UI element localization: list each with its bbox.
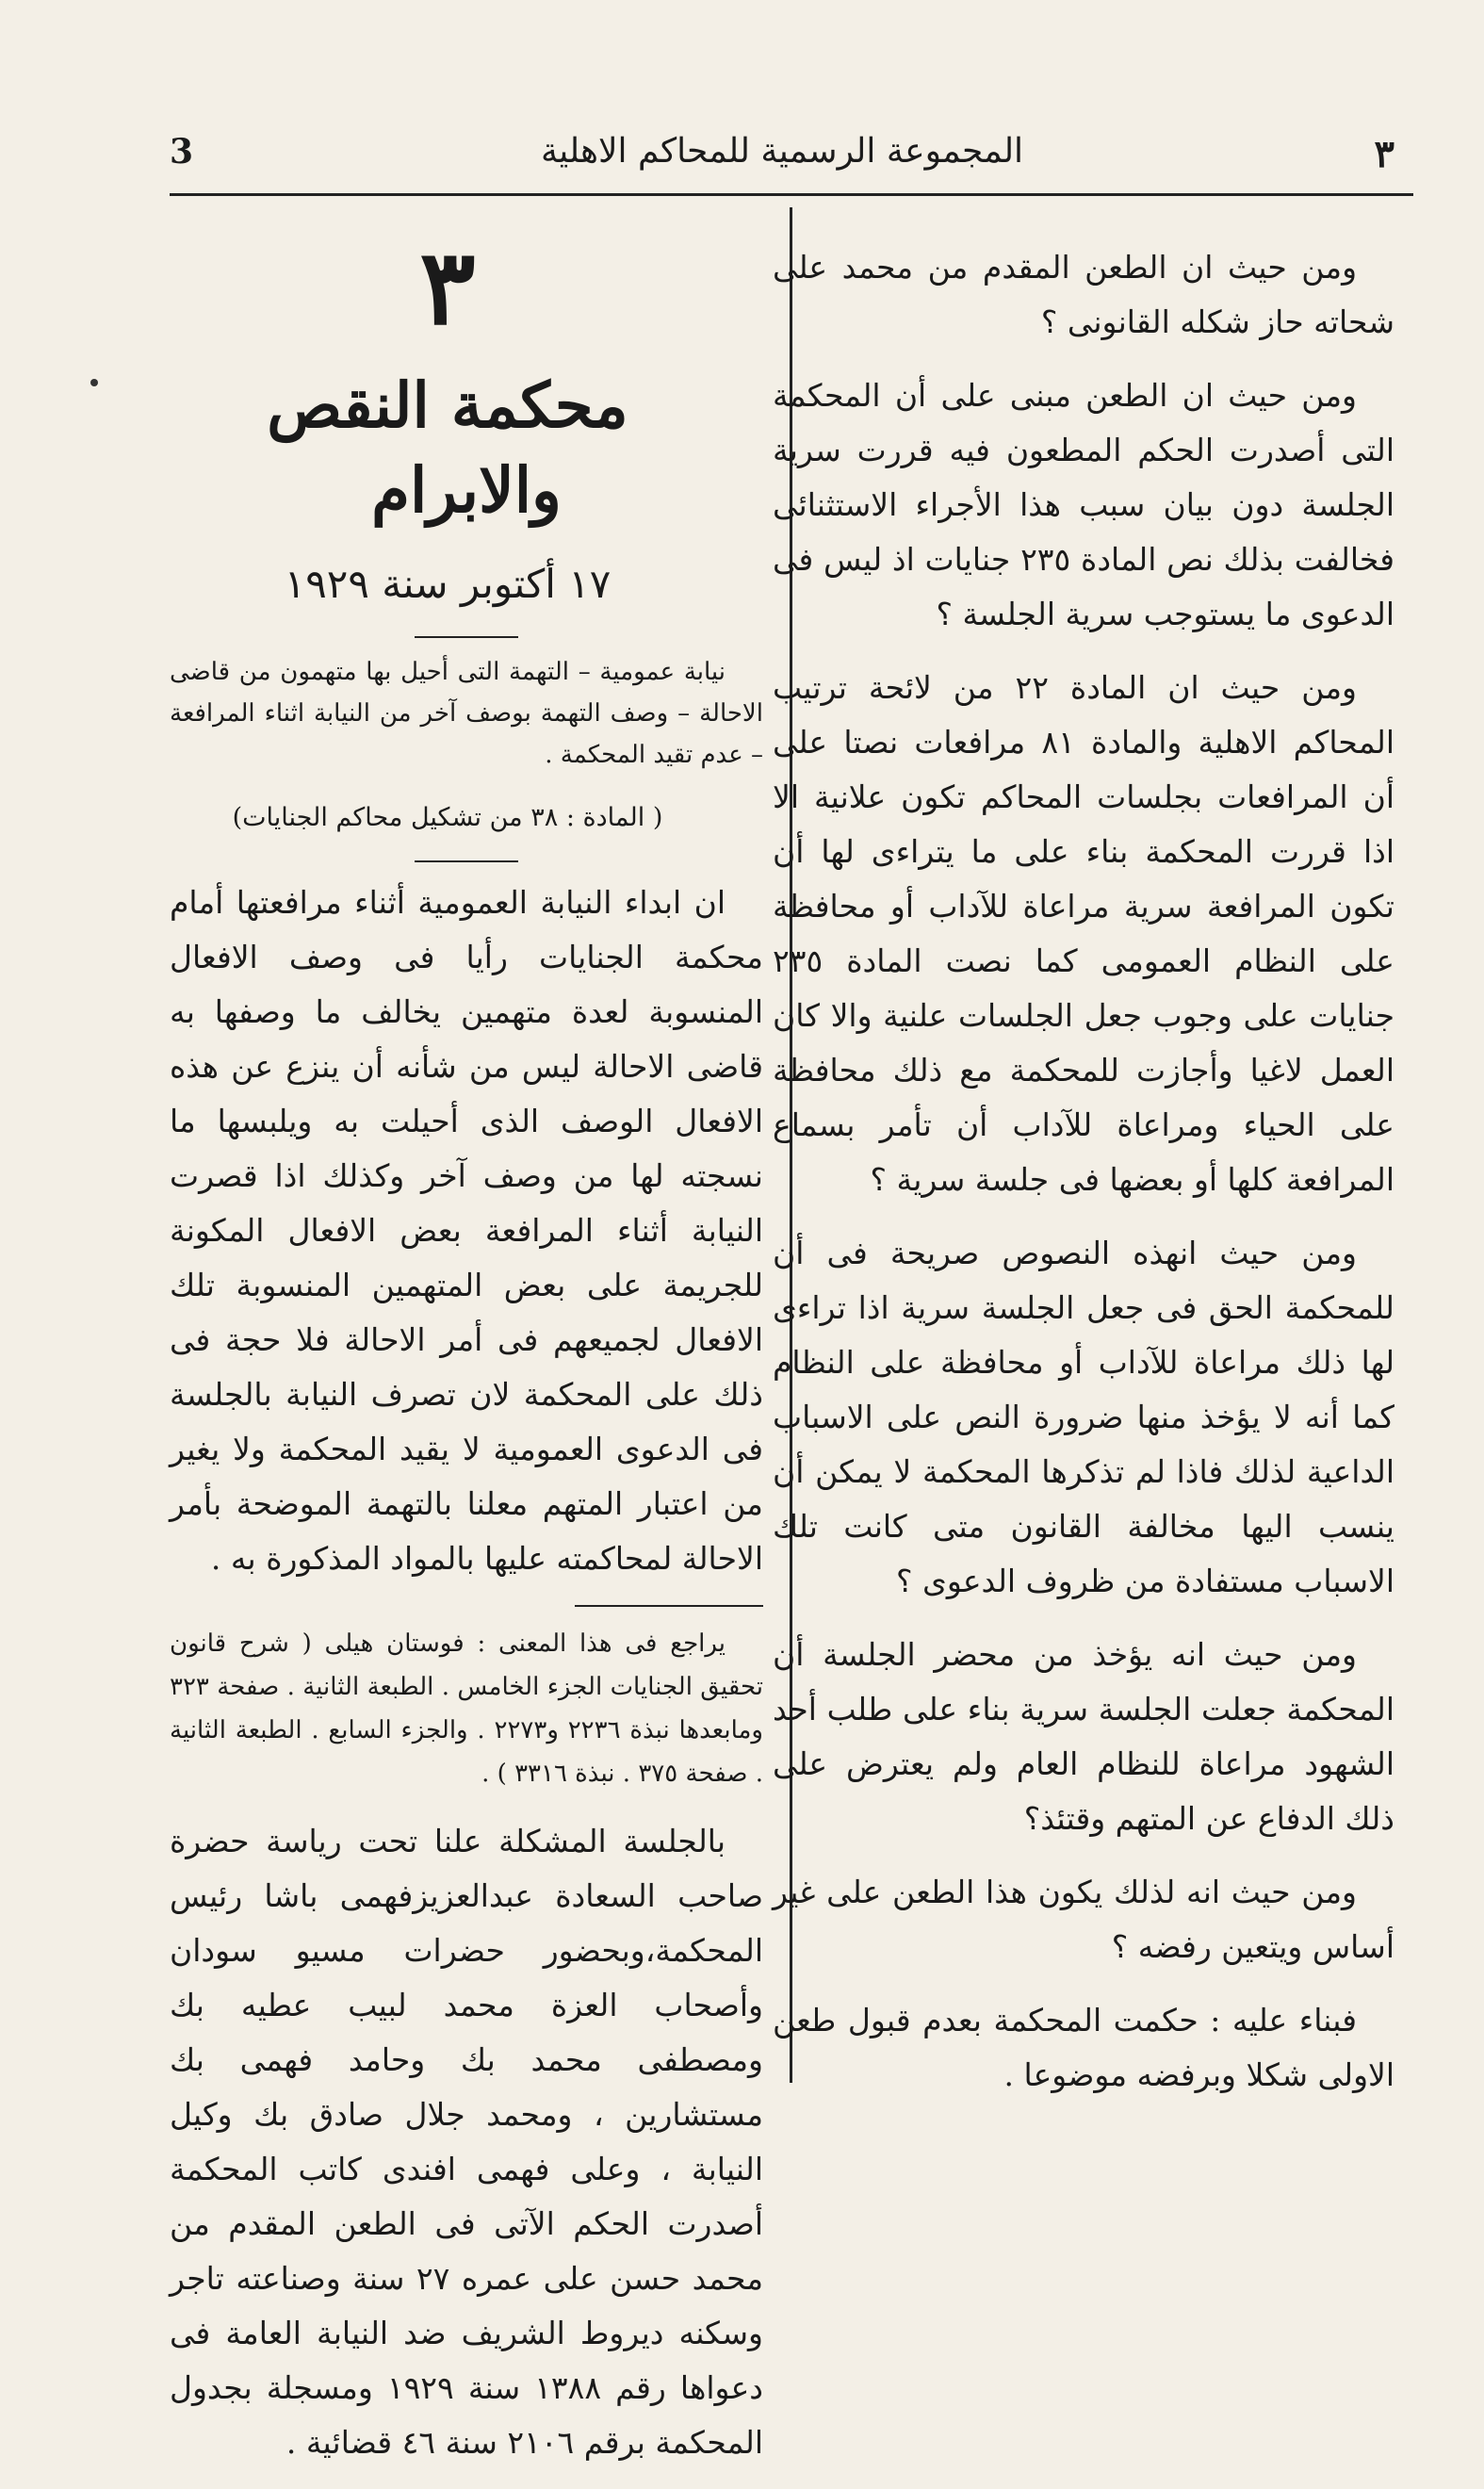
- left-column: [170, 226, 763, 2489]
- header-rule: [170, 193, 1413, 196]
- footnote-rule: [575, 1605, 763, 1607]
- case-summary: نيابة عمومية – التهمة التى أحيل بها متهمون من قاضى الاحالة – وصف التهمة بوصف آخر من النيابة اثناء المرافعة – عدم تقيد المحكمة .: [170, 658, 763, 769]
- paragraph: ومن حيث انهذه النصوص صريحة فى أن للمحكمة الحق فى جعل الجلسة سرية اذا تراءى لها ذلك مراعاة للآداب أو محافظة على النظام كما أنه لا يؤخذ منها ضرورة النص على الاسباب الداعية لذلك فاذا لم تذكرها المحكمة لا يمكن أن ينسب اليها مخالفة القانون متى كانت تلك الاسباب مستفادة من ظروف الدعوى ؟: [773, 1235, 1394, 1599]
- case-number: ٣: [419, 226, 476, 348]
- paragraph: ومن حيث انه لذلك يكون هذا الطعن على غير أساس ويتعين رفضه ؟: [773, 1874, 1394, 1965]
- page-number-arabic: ٣: [1374, 132, 1394, 176]
- journal-title: المجموعة الرسمية للمحاكم الاهلية: [540, 132, 1024, 171]
- divider: [415, 636, 518, 638]
- session-paragraph: بالجلسة المشكلة علنا تحت رياسة حضرة صاحب السعادة عبدالعزيزفهمى باشا رئيس المحكمة،وبحضور حضرات مسيو سودان وأصحاب العزة محمد لبيب عطيه بك ومصطفى محمد بك وحامد فهمى بك مستشارين ، ومحمد جلال صادق بك وكيل النيابة ، وعلى فهمى افندى كاتب المحكمة أصدرت الحكم الآتى فى الطعن المقدم من محمد حسن على عمره ٢٧ سنة وصناعته تاجر وسكنه ديروط الشريف ضد النيابة العامة فى دعواها رقم ١٣٨٨ سنة ١٩٢٩ ومسجلة بجدول المحكمة برقم ٢١٠٦ سنة ٤٦ قضائية .: [170, 1823, 763, 2461]
- paragraph: ومن حيث انه يؤخذ من محضر الجلسة أن المحكمة جعلت الجلسة سرية بناء على طلب أحد الشهود مراعاة للنظام العام ولم يعترض على ذلك الدفاع عن المتهم وقتئذ؟: [773, 1636, 1394, 1837]
- paragraph: ومن حيث ان الطعن مبنى على أن المحكمة التى أصدرت الحكم المطعون فيه قررت سرية الجلسة دون بيان سبب هذا الأجراء الاستثنائى فخالفت بذلك نص المادة ٢٣٥ جنايات اذ ليس فى الدعوى ما يستوجب سرية الجلسة ؟: [773, 377, 1394, 632]
- margin-dot: [90, 379, 98, 386]
- page-header: [170, 132, 1394, 198]
- legal-principle: ان ابداء النيابة العمومية أثناء مرافعتها أمام محكمة الجنايات رأيا فى وصف الافعال المنسوبة لعدة متهمين يخالف ما وصفها به قاضى الاحالة ليس من شأنه أن ينزع عن هذه الافعال الوصف الذى أحيلت به ويلبسها ما نسجته لها من وصف آخر وكذلك اذا قصرت النيابة أثناء المرافعة بعض الافعال المكونة للجريمة على بعض المتهمين المنسوبة تلك الافعال لجميعهم فى أمر الاحالة فلا حجة فى ذلك على المحكمة لان تصرف النيابة بالجلسة فى الدعوى العمومية لا يقيد المحكمة ولا يغير من اعتبار المتهم معلنا بالتهمة الموضحة بأمر الاحالة لمحاكمته عليها بالمواد المذكورة به .: [170, 884, 763, 1577]
- divider: [415, 860, 518, 862]
- paragraph: فبناء عليه : حكمت المحكمة بعدم قبول طعن الاولى شكلا وبرفضه موضوعا .: [773, 2002, 1394, 2093]
- court-name: محكمة النقص والابرام: [267, 368, 628, 527]
- paragraph: ومن حيث ان المادة ٢٢ من لائحة ترتيب المحاكم الاهلية والمادة ٨١ مرافعات نصتا على أن المرافعات بجلسات المحاكم تكون علانية الا اذا قررت المحكمة بناء على ما يتراءى لها أن تكون المرافعة سرية مراعاة للآداب أو محافظة على النظام العمومى كما نصت المادة ٢٣٥ جنايات على وجوب جعل الجلسات علنية والا كان العمل لاغيا وأجازت للمحكمة مع ذلك محافظة على الحياء ومراعاة للآداب أن تأمر بسماع المرافعة كلها أو بعضها فى جلسة سرية ؟: [773, 669, 1394, 1198]
- judgment-date: ١٧ أكتوبر سنة ١٩٢٩: [284, 561, 612, 607]
- paragraph: ومن حيث ان الطعن المقدم من محمد على شحاته حاز شكله القانونى ؟: [773, 249, 1394, 340]
- right-column: [773, 240, 1394, 2121]
- footnote: يراجع فى هذا المعنى : فوستان هيلى ( شرح قانون تحقيق الجنايات الجزء الخامس . الطبعة الثانية . صفحة ٣٢٣ ومابعدها نبذة ٢٢٣٦ و٢٢٧٣ . والجزء السابع . الطبعة الثانية . صفحة ٣٧٥ . نبذة ٣٣١٦ ) .: [170, 1629, 763, 1788]
- page-number-latin: 3: [170, 132, 194, 172]
- article-reference: ( المادة : ٣٨ من تشكيل محاكم الجنايات): [232, 803, 663, 832]
